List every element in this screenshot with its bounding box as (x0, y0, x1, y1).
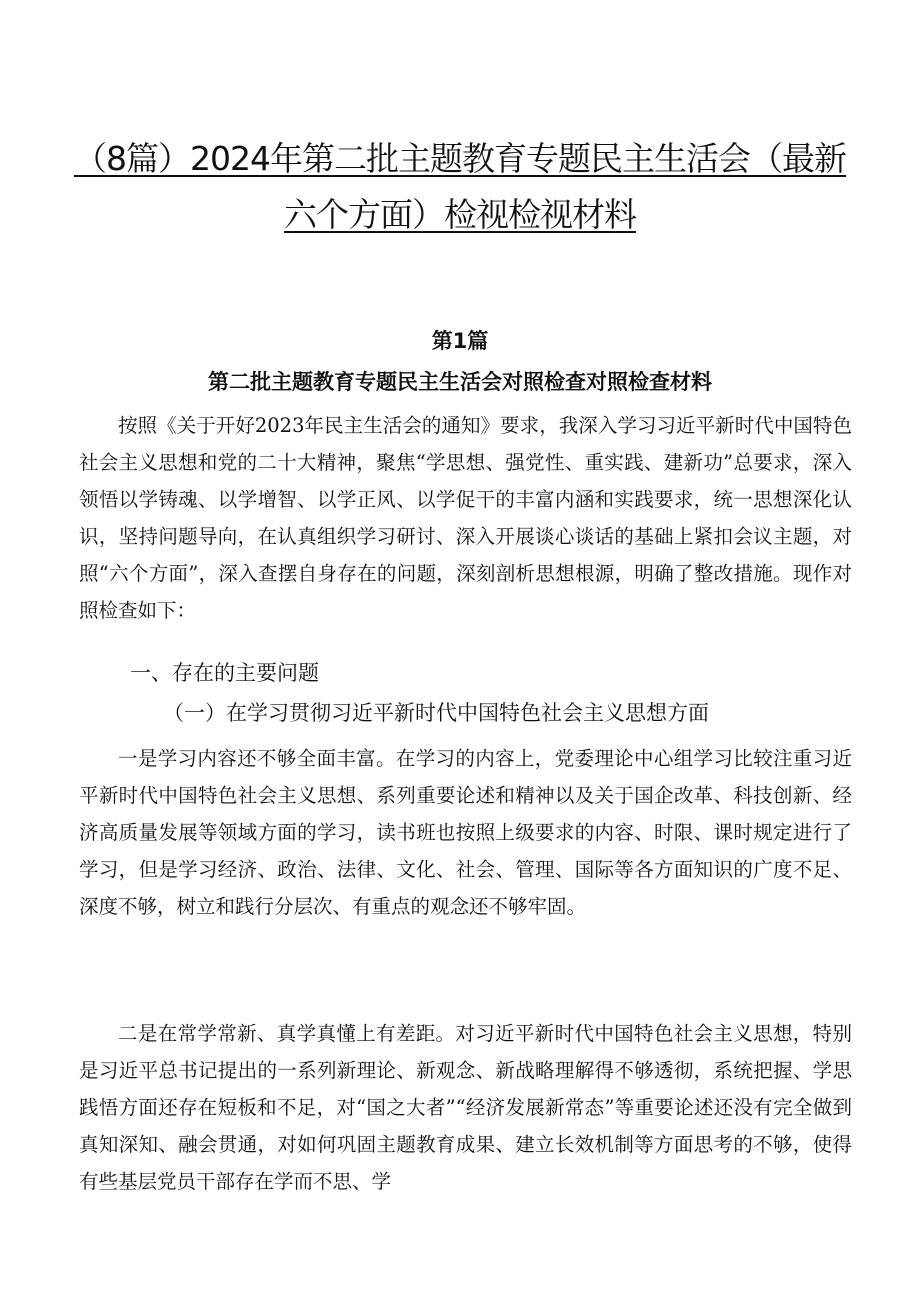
chapter-label: 第1篇 (431, 329, 489, 353)
document-title-text-2: 六个方面）检视检视材料 (284, 195, 636, 234)
intro-paragraph: 按照《关于开好2023年民主生活会的通知》要求，我深入学习习近平新时代中国特色社会主义思想和党的二十大精神，聚焦“学思想、强党性、重实践、建新功”总要求，深入领悟以学铸魂、以学增智、以学正风、以学促干的丰富内涵和实践要求，统一思想深化认识，坚持问题导向，在认真组织学习研讨、深入开展谈心谈话的基础上紧扣会议主题，对照“六个方面”，深入查摆自身存在的问题，深刻剖析思想根源，明确了整改措施。现作对照检查如下： (79, 414, 852, 622)
body-paragraph-2: 二是在常学常新、真学真懂上有差距。对习近平新时代中国特色社会主义思想，特别是习近平总书记提出的一系列新理论、新观念、新战略理解得不够透彻，系统把握、学思践悟方面还存在短板和不足，对“国之大者”“经济发展新常态”等重要论述还没有完全做到真知深知、融会贯通，对如何巩固主题教育成果、建立长效机制等方面思考的不够，使得有些基层党员干部存在学而不思、学 (79, 1022, 852, 1193)
document-title-text-1: （8篇）2024年第二批主题教育专题民主生活会（最新 (74, 139, 846, 178)
subsection-heading: （一）在学习贯彻习近平新时代中国特色社会主义思想方面 (163, 701, 709, 725)
body-paragraph-1: 一是学习内容还不够全面丰富。在学习的内容上，党委理论中心组学习比较注重习近平新时代中国特色社会主义思想、系列重要论述和精神以及关于国企改革、科技创新、经济高质量发展等领域方面的学习，读书班也按照上级要求的内容、时限、课时规定进行了学习，但是学习经济、政治、法律、文化、社会、管理、国际等各方面知识的广度不足、深度不够，树立和践行分层次、有重点的观念还不够牢固。 (79, 747, 852, 918)
section-heading: 一、存在的主要问题 (130, 661, 319, 685)
document-title-line-1 (0, 139, 920, 179)
document-subtitle: 第二批主题教育专题民主生活会对照检查对照检查材料 (208, 370, 712, 394)
document-title-line-2 (0, 195, 920, 235)
